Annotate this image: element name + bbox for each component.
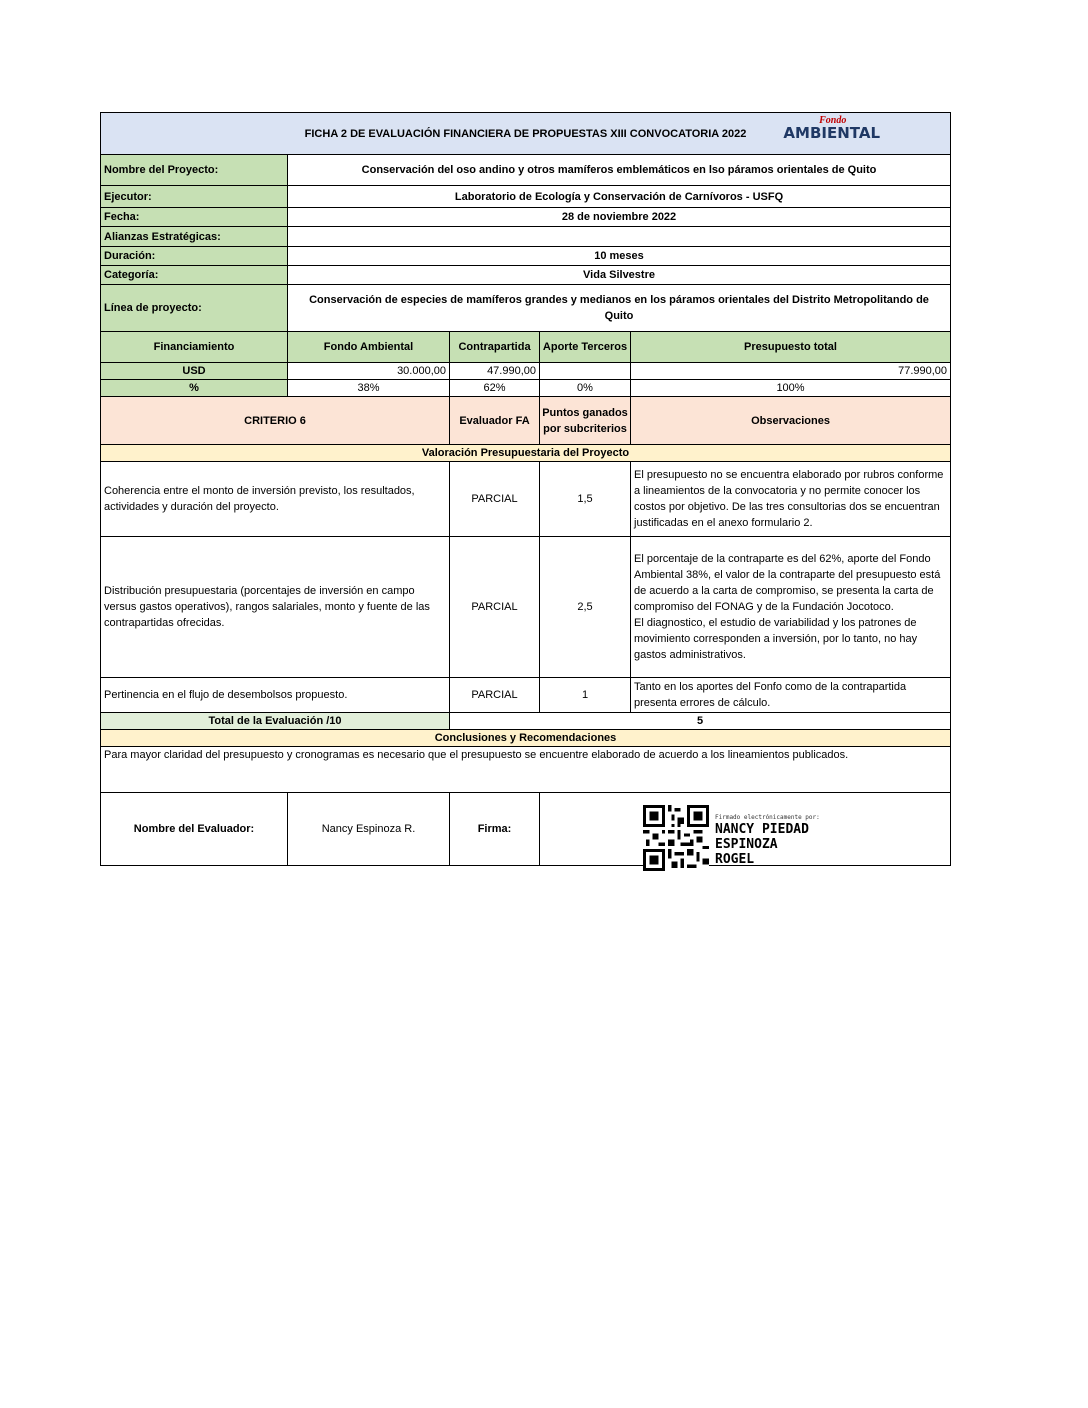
alianzas-label: Alianzas Estratégicas: — [101, 227, 288, 247]
fecha-label: Fecha: — [101, 208, 288, 227]
evaluation-table — [100, 112, 951, 866]
signature-cell — [540, 793, 951, 866]
pct-fondo: 38% — [288, 380, 450, 397]
sheet-title: FICHA 2 DE EVALUACIÓN FINANCIERA DE PROPUESTAS XIII CONVOCATORIA 2022 — [304, 127, 747, 140]
logo-small-text: Fondo — [819, 115, 847, 126]
criterio-row-2-observacion-p1: El porcentaje de la contraparte es del 62%, aporte del Fondo Ambiental 38%, el valor de la contraparte del presupuesto está de acuerdo a la carta de compromiso, se presenta la carta de compromiso del FONAG y de la Fundación Jocotoco. — [634, 553, 941, 613]
criterio-label: CRITERIO 6 — [101, 397, 450, 445]
fin-header-total: Presupuesto total — [631, 332, 951, 363]
fin-header-terceros: Aporte Terceros — [540, 332, 631, 363]
usd-terceros — [540, 363, 631, 380]
conclusiones-title: Conclusiones y Recomendaciones — [101, 730, 951, 747]
criterio-row-2-puntos: 2,5 — [540, 537, 631, 678]
usd-total: 77.990,00 — [631, 363, 951, 380]
nombre-label: Nombre del Proyecto: — [101, 155, 288, 186]
electronic-signature — [540, 793, 950, 865]
fin-header-financiamiento: Financiamiento — [101, 332, 288, 363]
fondo-ambiental-logo — [783, 115, 881, 142]
qr-code-icon — [643, 805, 709, 871]
criterio-row-2-evaluador: PARCIAL — [450, 537, 540, 678]
pct-total: 100% — [631, 380, 951, 397]
criterio-row-3-text: Pertinencia en el flujo de desembolsos propuesto. — [101, 678, 450, 713]
logo-big-text: AMBIENTAL — [783, 124, 881, 142]
criterio-row-3-observacion: Tanto en los aportes del Fonfo como de la contrapartida presenta errores de cálculo. — [631, 678, 951, 713]
linea-label: Línea de proyecto: — [101, 285, 288, 332]
criterio-row-3-evaluador: PARCIAL — [450, 678, 540, 713]
criterio-row-3-puntos: 1 — [540, 678, 631, 713]
ejecutor-label: Ejecutor: — [101, 186, 288, 208]
criterio-row-1-observacion: El presupuesto no se encuentra elaborado por rubros conforme a lineamientos de la convocatoria y no permite conocer los costos por objetivo. De las tres consultorias dos se encuentran justificadas en el anexo formulario 2. — [631, 462, 951, 537]
nombre-value: Conservación del oso andino y otros mamíferos emblemáticos en lso páramos orientales de Quito — [288, 155, 951, 186]
evaluador-label: Nombre del Evaluador: — [101, 793, 288, 866]
evaluador-header: Evaluador FA — [450, 397, 540, 445]
duracion-label: Duración: — [101, 247, 288, 266]
pct-label: % — [101, 380, 288, 397]
criterio-row-2-text: Distribución presupuestaria (porcentajes de inversión en campo versus gastos operativos), rangos salariales, monto y fuente de las contrapartidas ofrecidas. — [101, 537, 450, 678]
signature-name-1: NANCY PIEDAD — [715, 822, 809, 837]
evaluador-name: Nancy Espinoza R. — [288, 793, 450, 866]
valoracion-section-title: Valoración Presupuestaria del Proyecto — [101, 445, 951, 462]
pct-terceros: 0% — [540, 380, 631, 397]
duracion-value: 10 meses — [288, 247, 951, 266]
evaluation-sheet — [100, 112, 950, 866]
fin-header-contrapartida: Contrapartida — [450, 332, 540, 363]
ejecutor-value: Laboratorio de Ecología y Conservación de Carnívoros - USFQ — [288, 186, 951, 208]
signature-caption: Firmado electrónicamente por: — [715, 814, 820, 821]
criterio-row-2-observacion — [631, 537, 951, 678]
pct-contrapartida: 62% — [450, 380, 540, 397]
signature-name-2: ESPINOZA — [715, 837, 778, 852]
usd-contrapartida: 47.990,00 — [450, 363, 540, 380]
conclusiones-text: Para mayor claridad del presupuesto y cronogramas es necesario que el presupuesto se encuentre elaborado de acuerdo a los lineamientos publicados. — [101, 747, 951, 793]
criterio-row-1-puntos: 1,5 — [540, 462, 631, 537]
criterio-row-2-observacion-p2: El diagnostico, el estudio de variabilidad y los patrones de movimiento corresponden a inversión, por lo tanto, no hay gastos administrativos. — [634, 617, 918, 661]
puntos-header: Puntos ganados por subcriterios — [540, 397, 631, 445]
usd-fondo: 30.000,00 — [288, 363, 450, 380]
alianzas-value — [288, 227, 951, 247]
fin-header-fondo: Fondo Ambiental — [288, 332, 450, 363]
categoria-label: Categoría: — [101, 266, 288, 285]
total-value: 5 — [450, 713, 951, 730]
sheet-header — [101, 113, 951, 155]
total-label: Total de la Evaluación /10 — [101, 713, 450, 730]
signature-text — [715, 813, 820, 867]
firma-label: Firma: — [450, 793, 540, 866]
linea-value: Conservación de especies de mamíferos grandes y medianos en los páramos orientales del Distrito Metropolitando de Quito — [288, 285, 951, 332]
observaciones-header: Observaciones — [631, 397, 951, 445]
criterio-row-1-text: Coherencia entre el monto de inversión previsto, los resultados, actividades y duración del proyecto. — [101, 462, 450, 537]
criterio-row-1-evaluador: PARCIAL — [450, 462, 540, 537]
fecha-value: 28 de noviembre 2022 — [288, 208, 951, 227]
signature-name-3: ROGEL — [715, 852, 755, 867]
usd-label: USD — [101, 363, 288, 380]
categoria-value: Vida Silvestre — [288, 266, 951, 285]
